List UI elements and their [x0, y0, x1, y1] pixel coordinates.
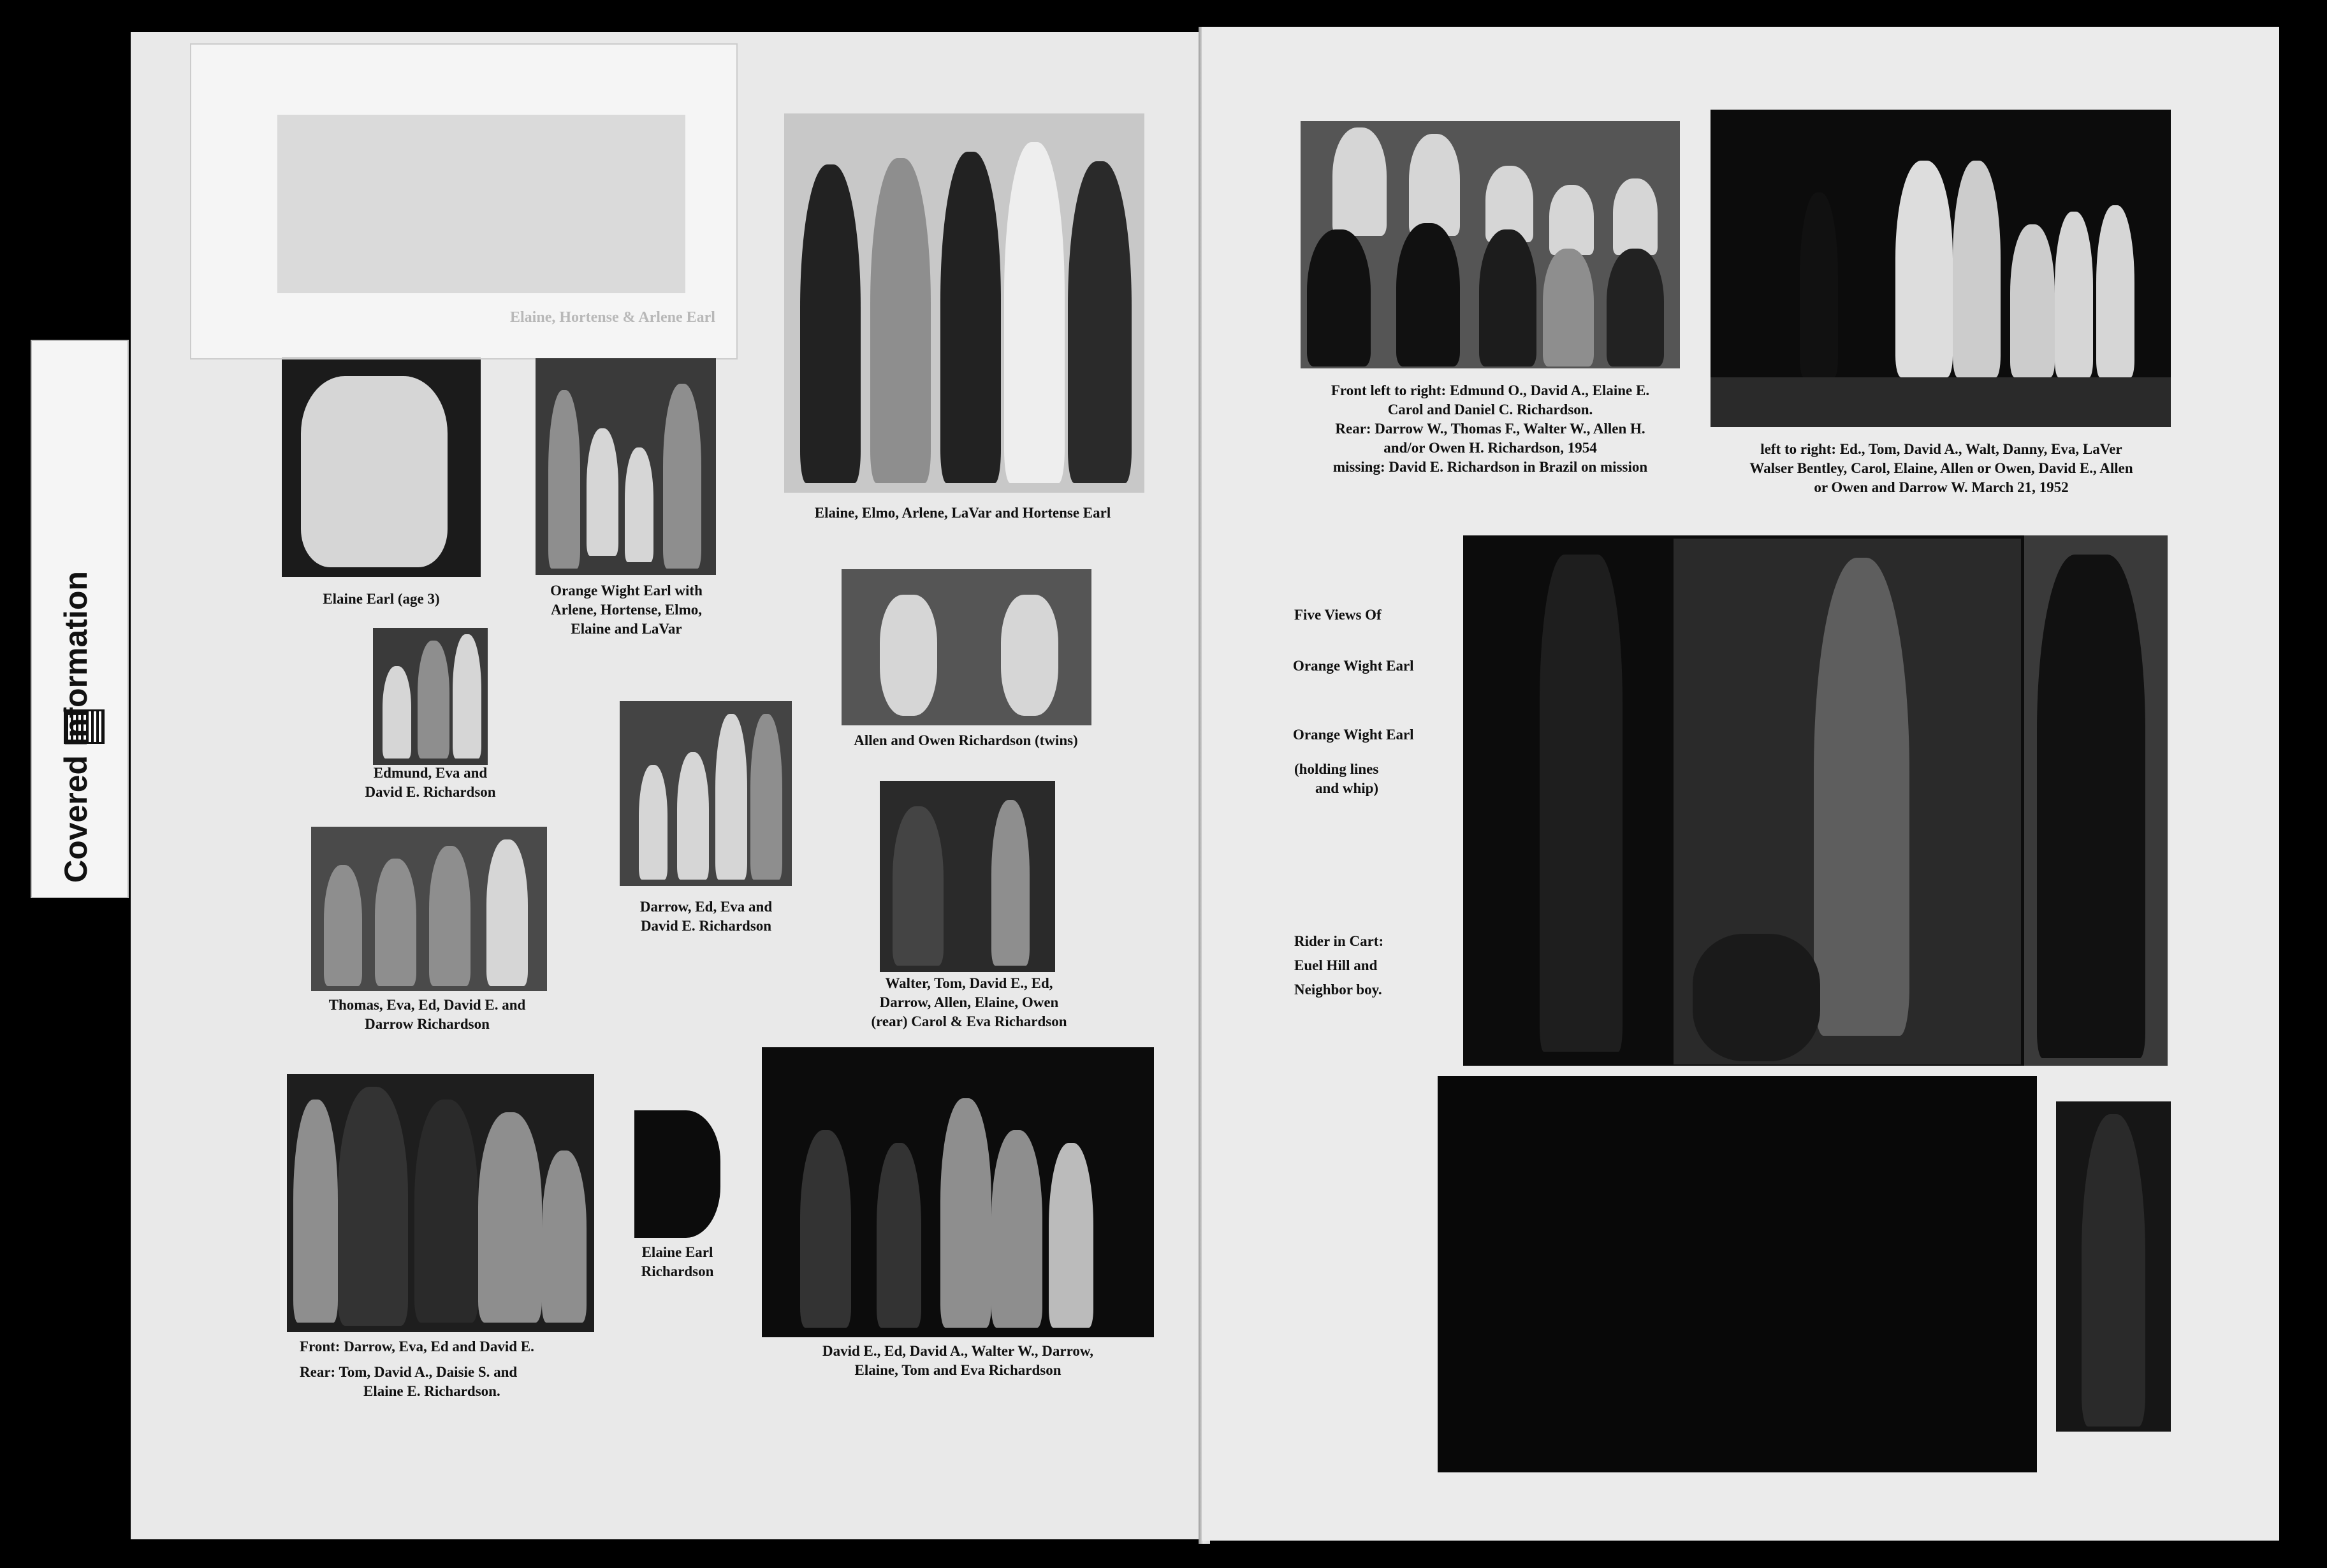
- caption-earl-siblings: Elaine, Elmo, Arlene, LaVar and Hortense Earl: [814, 505, 1111, 521]
- photo-orange-with-whip: [1674, 539, 2021, 1064]
- covered-information-label: Covered Information: [58, 571, 94, 883]
- covered-photo-overlay: [190, 43, 738, 359]
- rider-in-cart-caption: Rider in Cart: Euel Hill and Neighbor boy.: [1294, 933, 1384, 998]
- overlay-caption: Elaine, Hortense & Arlene Earl: [510, 309, 715, 326]
- covered-information-tab: [31, 340, 129, 898]
- photo-earl-siblings: [784, 113, 1144, 493]
- caption-elaine-earl-richardson: Elaine Earl Richardson: [641, 1244, 714, 1279]
- orange-caption-2: Orange Wight Earl: [1293, 727, 1414, 743]
- caption-orange-with-kids: Orange Wight Earl with Arlene, Hortense, Elmo, Elaine and LaVar: [550, 583, 703, 637]
- caption-darrow-ed-eva-david: Darrow, Ed, Eva and David E. Richardson: [639, 899, 773, 934]
- holding-lines-caption: (holding lines and whip): [1294, 761, 1379, 796]
- caption-edmund-eva-david: Edmund, Eva and David E. Richardson: [365, 765, 496, 800]
- caption-thomas-eva-ed: Thomas, Eva, Ed, David E. and Darrow Richardson: [328, 997, 526, 1032]
- photo-elaine-age3: [282, 357, 481, 577]
- photo-walter-tom-group: [880, 781, 1055, 972]
- five-views-title: Five Views Of: [1294, 607, 1382, 623]
- caption-wedding-1952: left to right: Ed., Tom, David A., Walt, Danny, Eva, LaVer Walser Bentley, Carol, Elaine, Allen or Owen, David E., Allen or Owen and Darrow W. March 21, 1952: [1749, 441, 2133, 495]
- caption-family-1954: Front left to right: Edmund O., David A., Elaine E. Carol and Daniel C. Richardson. Rear: Darrow W., Thomas F., Walter W., Allen H. and/or Owen H. Richardson, 1954 missing: David E. Richardson in Brazil on mission: [1331, 382, 1650, 475]
- caption-twins: Allen and Owen Richardson (twins): [854, 732, 1078, 748]
- photo-twins: [842, 569, 1091, 725]
- photo-family-1954: [1301, 121, 1680, 368]
- caption-front-rear-group: Front: Darrow, Eva, Ed and David E. Rear: Tom, David A., Daisie S. and Elaine E. Richardson.: [300, 1339, 534, 1399]
- caption-walter-tom-group: Walter, Tom, David E., Ed, Darrow, Allen, Elaine, Owen (rear) Carol & Eva Richardson: [871, 975, 1067, 1029]
- photo-front-rear-group: [287, 1074, 594, 1332]
- photo-david-ed-group: [762, 1047, 1154, 1337]
- photo-elaine-earl-richardson: [634, 1110, 720, 1238]
- caption-elaine-age3: Elaine Earl (age 3): [323, 591, 440, 607]
- photo-thomas-eva-ed: [311, 827, 547, 991]
- photo-edmund-eva-david: [373, 628, 488, 765]
- photo-rider-in-cart: [1438, 1076, 2037, 1472]
- photo-darrow-ed-eva-david: [620, 701, 792, 886]
- caption-david-ed-group: David E., Ed, David A., Walter W., Darrow, Elaine, Tom and Eva Richardson: [822, 1343, 1093, 1378]
- photo-orange-standing: [2024, 535, 2168, 1066]
- orange-caption-1: Orange Wight Earl: [1293, 658, 1414, 674]
- photo-orange-small: [2056, 1101, 2171, 1432]
- photo-wedding-1952: [1711, 110, 2171, 427]
- photo-orange-with-kids: [536, 358, 716, 575]
